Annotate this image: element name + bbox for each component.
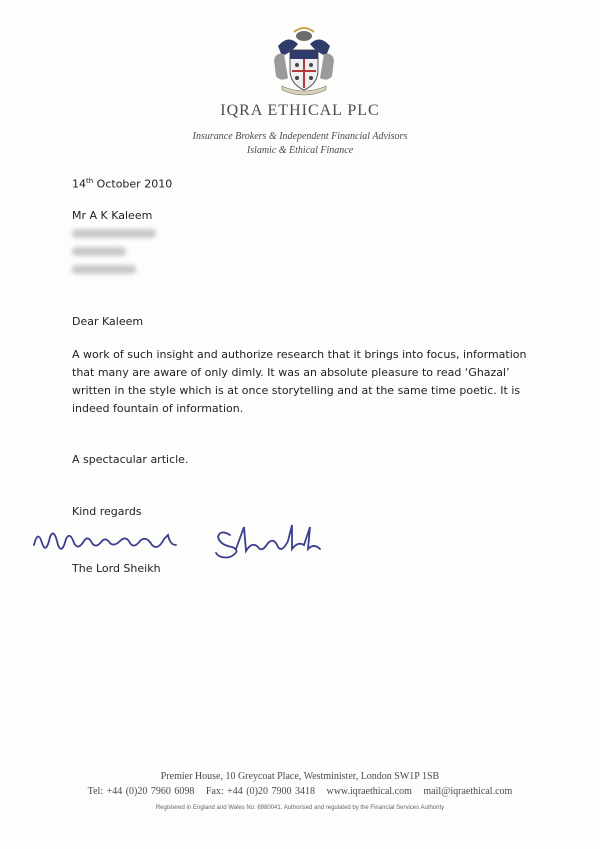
coat-of-arms-crest-icon [268, 26, 340, 102]
footer-legal-notice: Registered in England and Wales No: 6980041. Authorised and regulated by the Financial Services Authority [155, 805, 445, 811]
letter-date: 14th October 2010 [72, 177, 173, 191]
company-subtagline: Islamic & Ethical Finance [246, 145, 354, 156]
closing-sentence: A spectacular article. [72, 453, 189, 466]
company-tagline: Insurance Brokers & Independent Financial Advisors [192, 131, 408, 142]
addressee-name: Mr A K Kaleem [72, 209, 153, 222]
redacted-address-line [72, 247, 126, 256]
handwritten-signature [30, 515, 350, 565]
footer-telephone: Tel: +44 (0)20 7960 6098 [87, 786, 195, 797]
footer-website-link[interactable]: www.iqraethical.com [326, 786, 412, 797]
footer-address: Premier House, 10 Greycoat Place, Westminister, London SW1P 1SB [160, 771, 440, 782]
footer-contacts [0, 786, 600, 797]
redacted-address-line [72, 265, 136, 274]
sign-off: Kind regards [72, 505, 142, 518]
salutation: Dear Kaleem [72, 315, 144, 328]
footer-fax: Fax: +44 (0)20 7900 3418 [205, 786, 315, 797]
signer-name: The Lord Sheikh [72, 562, 161, 575]
footer-email-link[interactable]: mail@iqraethical.com [423, 786, 513, 797]
company-name: IQRA ETHICAL PLC [220, 102, 380, 119]
letter-body: A work of such insight and authorize research that it brings into focus, information that many are aware of only dimly. It was an absolute pleasure to read ‘Ghazal’ written in the style which is at once storytelling and at the same time poetic. It is indeed fountain of information. [72, 348, 527, 415]
redacted-address-line [72, 229, 156, 238]
